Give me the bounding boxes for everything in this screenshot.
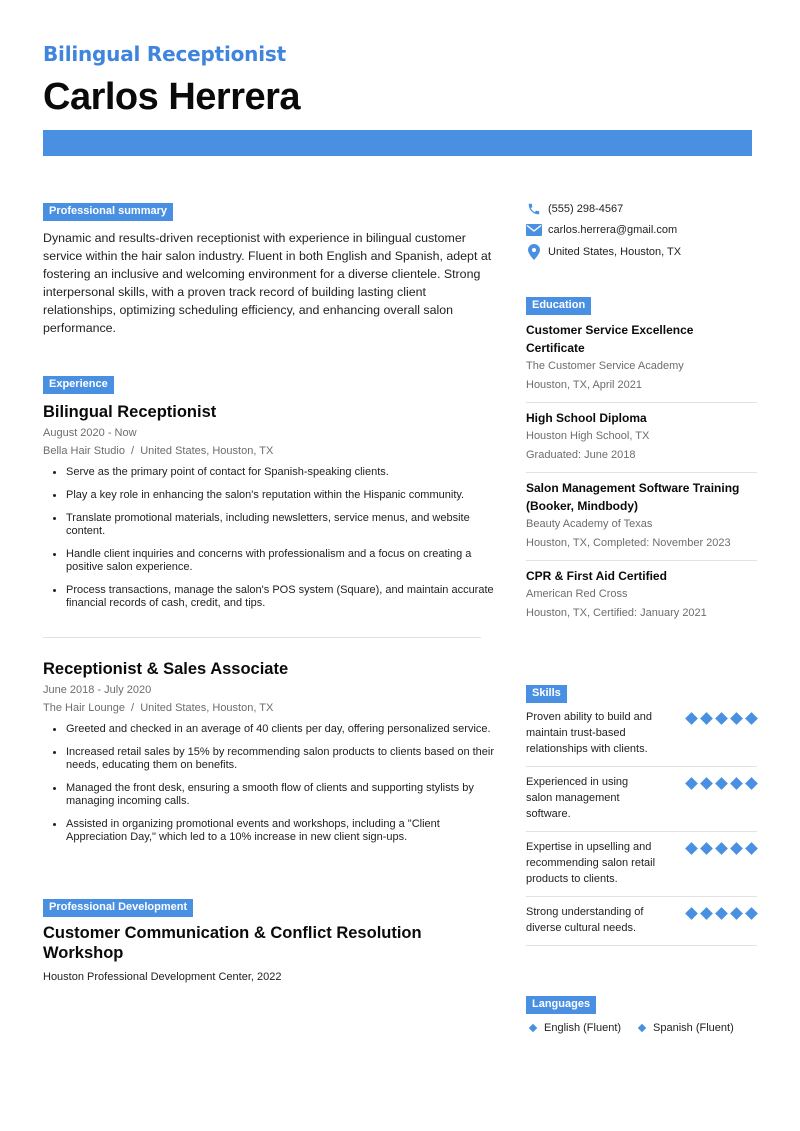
pd-meta: Houston Professional Development Center, 2022: [43, 971, 282, 983]
rating-diamond-icon: [745, 777, 758, 790]
education-item: [526, 473, 757, 561]
education-institution: Houston High School, TX: [526, 430, 650, 442]
bullet-item: Managed the front desk, ensuring a smooth flow of clients and supporting stylists by managing incoming calls.: [51, 782, 498, 808]
rating-diamond-icon: [685, 842, 698, 855]
rating-diamond-icon: [715, 842, 728, 855]
skill-text: Strong understanding of diverse cultural needs.: [526, 906, 644, 934]
job-entry: [43, 402, 498, 610]
education-details: Graduated: June 2018: [526, 448, 636, 461]
education-title: CPR & First Aid Certified: [526, 569, 667, 583]
skill-text: Proven ability to build and maintain trust-based relationships with clients.: [526, 711, 652, 755]
header-accent-band: [43, 130, 752, 156]
email-icon: [526, 222, 542, 238]
professional-development-section: [43, 897, 498, 983]
education-details: Houston, TX, April 2021: [526, 378, 642, 391]
skills-section: [526, 683, 757, 946]
contact-section: [526, 198, 757, 263]
section-label-languages: Languages: [526, 996, 596, 1014]
bullet-item: Play a key role in enhancing the salon's reputation within the Hispanic community.: [51, 489, 498, 502]
job-company-location: Bella Hair Studio / United States, Houston, TX: [43, 445, 274, 457]
job-dates: August 2020 - Now: [43, 427, 137, 439]
rating-diamond-icon: [715, 907, 728, 920]
phone-icon: [526, 201, 542, 217]
bullet-item: Increased retail sales by 15% by recommending salon products to clients based on their needs, educating them on benefits.: [51, 746, 498, 772]
rating-diamond-icon: [730, 907, 743, 920]
rating-diamond-icon: [700, 777, 713, 790]
candidate-name: Carlos Herrera: [43, 76, 301, 118]
skill-rating: [686, 839, 757, 887]
rating-diamond-icon: [685, 712, 698, 725]
diamond-bullet-icon: [638, 1024, 646, 1032]
rating-diamond-icon: [745, 712, 758, 725]
skill-rating: [686, 904, 757, 936]
summary-text: Dynamic and results-driven receptionist with experience in bilingual customer service within the hair salon industry. Fluent in both English and Spanish, adept at fostering an inclusive and welcoming environment for a diverse clientele. Strong interpersonal skills, with a proven track record of building lasting client relationships, optimizing scheduling efficiency, and enhancing overall salon performance.: [43, 231, 492, 335]
rating-diamond-icon: [730, 842, 743, 855]
rating-diamond-icon: [700, 907, 713, 920]
location-text: United States, Houston, TX: [548, 245, 682, 258]
section-label-experience: Experience: [43, 376, 114, 394]
language-item: [635, 1022, 734, 1034]
skill-item: [526, 767, 757, 832]
bullet-item: Translate promotional materials, including newsletters, service menus, and website content.: [51, 512, 498, 538]
education-item: [526, 315, 757, 403]
education-section: [526, 295, 757, 630]
rating-diamond-icon: [685, 907, 698, 920]
contact-phone: [526, 198, 757, 220]
job-title: Receptionist & Sales Associate: [43, 660, 289, 678]
skill-item: [526, 897, 757, 946]
phone-text: (555) 298-4567: [548, 202, 624, 215]
language-item: [526, 1022, 621, 1034]
bullet-item: Serve as the primary point of contact for Spanish-speaking clients.: [51, 466, 498, 479]
education-title: Salon Management Software Training (Booker, Mindbody): [526, 481, 740, 513]
job-bullets: [43, 466, 498, 610]
contact-location: [526, 241, 757, 263]
rating-diamond-icon: [745, 907, 758, 920]
bullet-item: Assisted in organizing promotional events and workshops, including a "Client Appreciation Day," which led to a 10% increase in new client sign-ups.: [51, 818, 498, 844]
skill-item: [526, 832, 757, 897]
languages-section: [526, 994, 757, 1034]
job-dates: June 2018 - July 2020: [43, 684, 152, 696]
rating-diamond-icon: [745, 842, 758, 855]
bullet-item: Greeted and checked in an average of 40 clients per day, offering personalized service.: [51, 723, 498, 736]
education-details: Houston, TX, Completed: November 2023: [526, 536, 731, 549]
education-institution: Beauty Academy of Texas: [526, 518, 653, 530]
skill-text: Experienced in using salon management software.: [526, 776, 629, 820]
job-entry: [43, 659, 498, 854]
summary-section: [43, 201, 498, 337]
job-bullets: [43, 723, 498, 844]
education-institution: The Customer Service Academy: [526, 360, 684, 372]
rating-diamond-icon: [700, 842, 713, 855]
languages-list: [526, 1022, 757, 1034]
section-label-summary: Professional summary: [43, 203, 173, 221]
job-title: Bilingual Receptionist: [43, 403, 217, 421]
education-details: Houston, TX, Certified: January 2021: [526, 606, 707, 619]
language-text: English (Fluent): [544, 1022, 622, 1034]
skill-text: Expertise in upselling and recommending salon retail products to clients.: [526, 841, 656, 885]
rating-diamond-icon: [730, 777, 743, 790]
skill-rating: [686, 774, 757, 822]
skill-item: [526, 703, 757, 767]
bullet-item: Process transactions, manage the salon's POS system (Square), and maintain accurate financial records of cash, credit, and tips.: [51, 584, 498, 610]
diamond-bullet-icon: [529, 1024, 537, 1032]
rating-diamond-icon: [730, 712, 743, 725]
bullet-item: Handle client inquiries and concerns with professionalism and a focus on creating a positive salon experience.: [51, 548, 498, 574]
rating-diamond-icon: [685, 777, 698, 790]
pd-title: Customer Communication & Conflict Resolution Workshop: [43, 924, 422, 962]
education-institution: American Red Cross: [526, 588, 628, 600]
location-pin-icon: [526, 244, 542, 260]
education-title: High School Diploma: [526, 411, 647, 425]
education-item: [526, 561, 757, 630]
contact-email: [526, 220, 757, 242]
section-label-education: Education: [526, 297, 591, 315]
job-company-location: The Hair Lounge / United States, Houston, TX: [43, 702, 274, 714]
language-text: Spanish (Fluent): [653, 1022, 734, 1034]
education-title: Customer Service Excellence Certificate: [526, 323, 694, 355]
job-title-heading: Bilingual Receptionist: [43, 42, 286, 66]
rating-diamond-icon: [715, 777, 728, 790]
rating-diamond-icon: [715, 712, 728, 725]
email-text[interactable]: carlos.herrera@gmail.com: [548, 224, 678, 237]
experience-section: [43, 374, 498, 620]
education-item: [526, 403, 757, 473]
rating-diamond-icon: [700, 712, 713, 725]
section-label-skills: Skills: [526, 685, 567, 703]
job-divider: [43, 637, 481, 638]
section-label-professional-development: Professional Development: [43, 899, 193, 917]
skill-rating: [686, 709, 757, 757]
